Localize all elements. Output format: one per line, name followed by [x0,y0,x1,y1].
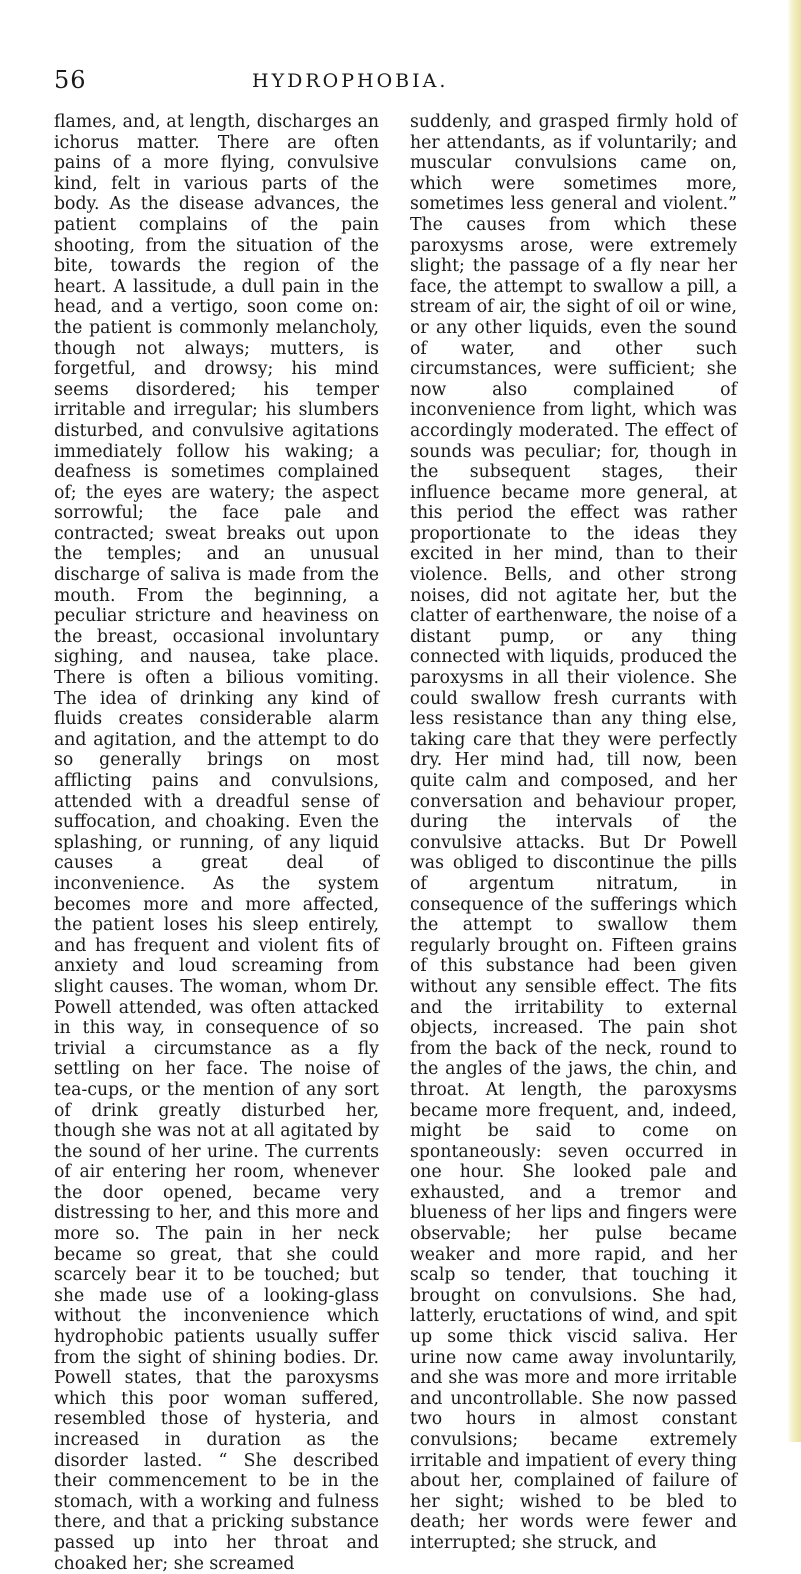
text-column-left [54,112,379,1574]
column-text: suddenly, and grasped firmly hold of her attendants, as if voluntarily; and muscular convulsions came on, which were sometimes more, sometimes less general and violent.” The causes from which these paroxysms arose, were extremely slight; the passage of a fly near her face, the attempt to swallow a pill, a stream of air, the sight of oil or wine, or any other liquids, even the sound of water, and other such circumstances, were sufficient; she now also complained of inconvenience from light, which was accordingly moderated. The effect of sounds was peculiar; for, though in the subsequent stages, their influence became more general, at this period the effect was rather proportionate to the ideas they excited in her mind, than to their violence. Bells, and other strong noises, did not agitate her, but the clatter of earthenware, the noise of a distant pump, or any thing connected with liquids, produced the paroxysms in all their violence. She could swallow fresh currants with less resistance than any thing else, taking care that they were perfectly dry. Her mind had, till now, been quite calm and composed, and her conversation and behaviour proper, during the intervals of the convulsive attacks. But Dr Powell was obliged to discontinue the pills of argentum nitratum, in consequence of the sufferings which the attempt to swallow them regularly brought on. Fifteen grains of this substance had been given without any sensible effect. The fits and the irritability to external objects, increased. The pain shot from the back of the neck, round to the angles of the jaws, the chin, and throat. At length, the paroxysms became more frequent, and, indeed, might be said to come on spontaneously: seven occurred in one hour. She looked pale and exhausted, and a tremor and blueness of her lips and fingers were observable; her pulse became weaker and more rapid, and her scalp so tender, that touching it brought on convulsions. She had, latterly, eructations of wind, and spit up some thick viscid saliva. Her urine now came away involuntarily, and she was more and more irritable and uncontrollable. She now passed two hours in almost constant convulsions; became extremely irritable and impatient of every thing about her, complained of failure of her sight; wished to be bled to death; her words were fewer and interrupted; she struck, and [410,112,737,1553]
running-head [54,66,734,106]
page-number: 56 [54,66,87,94]
running-title: HYDROPHOBIA. [252,70,449,92]
text-column-right [410,112,737,1554]
page-edge [787,0,801,1442]
column-text: flames, and, at length, discharges an ichorus matter. There are often pains of a more flying, convulsive kind, felt in various parts of the body. As the disease advances, the patient complains of the pain shooting, from the situation of the bite, towards the region of the heart. A lassitude, a dull pain in the head, and a vertigo, soon come on: the patient is commonly melancholy, though not always; mutters, is forgetful, and drowsy; his mind seems disordered; his temper irritable and irregular; his slumbers disturbed, and convulsive agitations immediately follow his waking; a deafness is sometimes complained of; the eyes are watery; the aspect sorrowful; the face pale and contracted; sweat breaks out upon the temples; and an unusual discharge of saliva is made from the mouth. From the beginning, a peculiar stricture and heaviness on the breast, occasional involuntary sighing, and nausea, take place. There is often a bilious vomiting. The idea of drinking any kind of fluids creates considerable alarm and agitation, and the attempt to do so generally brings on most afflicting pains and convulsions, attended with a dreadful sense of suffocation, and choaking. Even the splashing, or running, of any liquid causes a great deal of inconvenience. As the system becomes more and more affected, the patient loses his sleep entirely, and has frequent and violent fits of anxiety and loud screaming from slight causes. The woman, whom Dr. Powell attended, was often attacked in this way, in consequence of so trivial a circumstance as a fly settling on her face. The noise of tea-cups, or the mention of any sort of drink greatly disturbed her, though she was not at all agitated by the sound of her urine. The currents of air entering her room, whenever the door opened, became very distressing to her, and this more and more so. The pain in her neck became so great, that she could scarcely bear it to be touched; but she made use of a looking-glass without the inconvenience which hydrophobic patients usually suffer from the sight of shining bodies. Dr. Powell states, that the paroxysms which this poor woman suffered, resembled those of hysteria, and increased in duration as the disorder lasted. “ She described their commencement to be in the stomach, with a working and fulness there, and that a pricking substance passed up into her throat and choaked her; she screamed [54,112,379,1574]
